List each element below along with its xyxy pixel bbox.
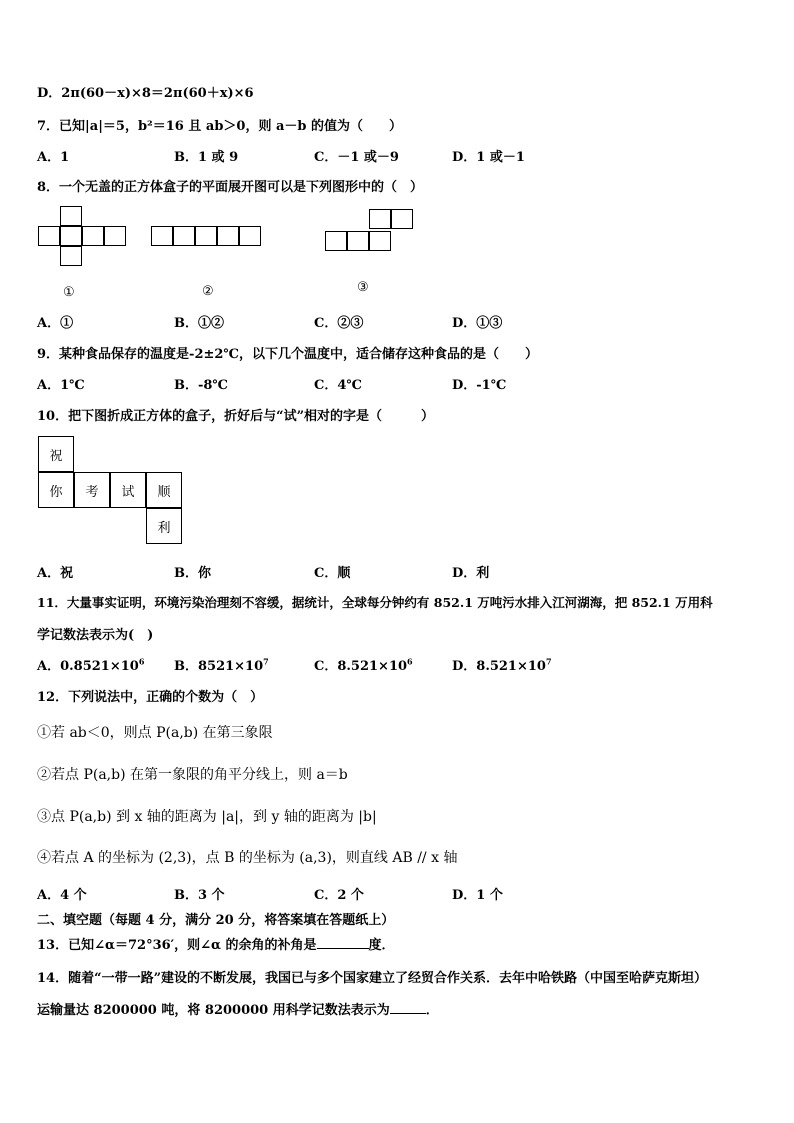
section-heading-fill-in: 二、填空题（每题 4 分，满分 20 分，将答案填在答题纸上） [37,913,395,928]
q8-stem: 8．一个无盖的正方体盒子的平面展开图可以是下列图形中的（ ） [37,180,424,195]
q8-option-b: B．①② [174,316,224,331]
q10-net-cell-li: 利 [146,508,182,544]
q14-stem-line-2: 运输量达 8200000 吨，将 8200000 用科学记数法表示为 ． [37,1003,439,1018]
q8-figure-label-2: ② [202,284,214,299]
q9-options [37,374,757,392]
q10-stem: 10．把下图折成正方体的盒子，折好后与“试”相对的字是（ ） [37,409,435,424]
q11-option-c: C．$8.521\times 10^6$ [314,656,413,674]
q14-answer-blank [390,1013,426,1014]
q9-stem: 9．某种食品保存的温度是-2±2℃，以下几个温度中，适合储存这种食品的是（ ） [37,347,539,362]
q8-options [37,312,757,330]
q12-statement-3: ③点 P(a,b) 到 x 轴的距离为 |a|，到 y 轴的距离为 |b| [37,809,377,825]
q9-option-a: A．1℃ [37,378,85,393]
q10-option-d: D．利 [452,566,490,581]
q10-option-a: A．祝 [37,566,74,581]
q12-option-b: B．3 个 [174,888,225,903]
q9-option-d: D．-1℃ [452,378,507,393]
q8-option-c: C．②③ [314,316,364,331]
q6-option-d: D．2π(60－x)×8＝2π(60＋x)×6 [37,86,254,101]
q11-stem-line-1: 11．大量事实证明，环境污染治理刻不容缓，据统计，全球每分钟约有 852.1 万吨污水排入江河湖海，把 852.1 万用科 [37,595,713,610]
q8-figure-1-net [38,206,108,272]
q12-statement-4: ④若点 A 的坐标为 (2,3)，点 B 的坐标为 (a,3)，则直线 AB // x 轴 [37,850,458,866]
q10-net-cell-shi: 试 [110,472,146,508]
q12-option-a: A．4 个 [37,888,87,903]
q12-statement-2: ②若点 P(a,b) 在第一象限的角平分线上，则 a＝b [37,767,348,783]
q13-stem: 13．已知∠α＝72°36′，则∠α 的余角的补角是 度． [37,938,395,953]
q11-option-a: A．$0.8521\times 10^6$ [37,656,145,674]
q10-options [37,562,757,580]
q9-option-c: C．4℃ [314,378,362,393]
q7-option-b: B．1 或 9 [174,150,239,165]
q7-option-d: D．1 或－1 [452,150,525,165]
q12-stem: 12．下列说法中，正确的个数为（ ） [37,690,264,705]
q11-stem-line-2: 学记数法表示为( ) [37,628,154,643]
q10-net-cell-zhu: 祝 [38,436,74,472]
q12-options [37,884,757,902]
q10-net-cell-shun: 顺 [146,472,182,508]
q12-option-c: C．2 个 [314,888,364,903]
q10-option-b: B．你 [174,566,211,581]
q7-options [37,146,757,164]
q13-answer-blank [317,948,369,949]
q10-net-cell-ni: 你 [38,472,74,508]
q8-figure-label-1: ① [63,285,75,300]
q10-option-c: C．顺 [314,566,351,581]
q8-figure-label-3: ③ [357,280,369,295]
q7-option-c: C．－1 或－9 [314,150,399,165]
q8-figure-3-net [325,209,415,254]
q7-stem: 7．已知|a|＝5，b²＝16 且 ab＞0，则 a－b 的值为（ ） [37,119,403,134]
q8-option-a: A．① [37,316,74,331]
q11-option-b: B．$8521\times 10^7$ [174,656,269,674]
q11-options [37,655,757,673]
q9-option-b: B．-8℃ [174,378,229,393]
q12-option-d: D．1 个 [452,888,503,903]
q10-cube-net [38,436,184,546]
q11-option-d: D．$8.521\times 10^7$ [452,656,552,674]
q7-option-a: A．1 [37,150,70,165]
q8-option-d: D．①③ [452,316,503,331]
q12-statement-1: ①若 ab＜0，则点 P(a,b) 在第三象限 [37,725,273,741]
q14-stem-line-1: 14．随着“一带一路”建设的不断发展，我国已与多个国家建立了经贸合作关系．去年中哈铁路（中国至哈萨克斯坦） [37,971,708,986]
q8-figure-2-net [151,226,263,246]
q10-net-cell-kao: 考 [74,472,110,508]
